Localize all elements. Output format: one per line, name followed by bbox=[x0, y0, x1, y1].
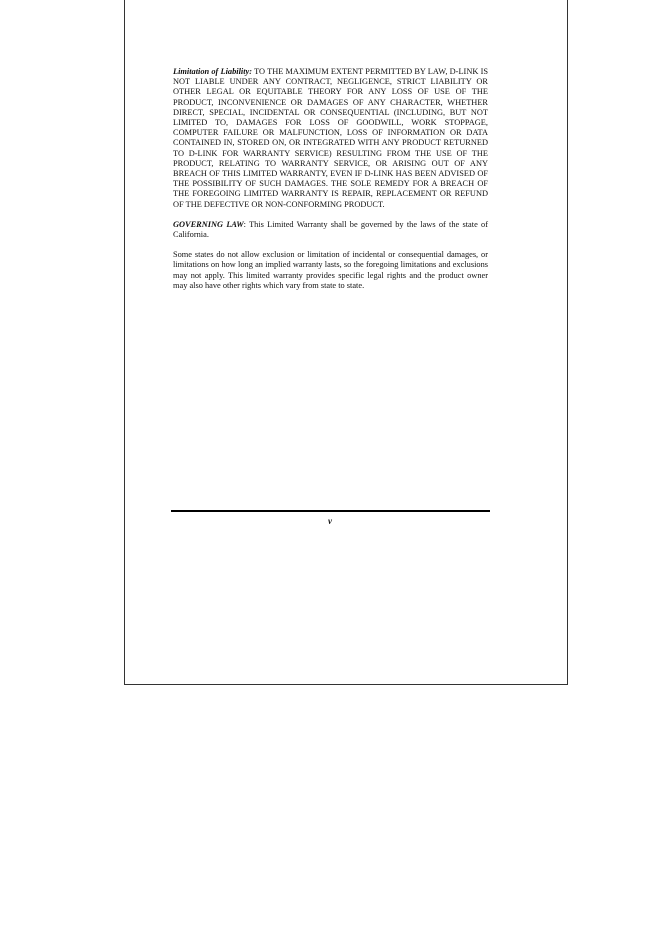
document-body bbox=[173, 67, 488, 291]
footer-rule bbox=[171, 510, 490, 512]
page-number: v bbox=[328, 516, 332, 526]
paragraph-lead: GOVERNING LAW bbox=[173, 219, 244, 229]
paragraph-limitation-of-liability bbox=[173, 67, 488, 210]
paragraph-text: Some states do not allow exclusion or limitation of incidental or consequential damages, or limitations on how long an implied warranty lasts, so the foregoing limitations and exclusions may not apply. This limited warranty provides specific legal rights and the product owner may also have other rights which vary from state to state. bbox=[173, 250, 488, 290]
paragraph-text: : This Limited Warranty shall be governed by the laws of the state of California. bbox=[173, 219, 488, 240]
paragraph-governing-law bbox=[173, 220, 488, 240]
paragraph-text: TO THE MAXIMUM EXTENT PERMITTED BY LAW, D-LINK IS NOT LIABLE UNDER ANY CONTRACT, NEGLIGENCE, STRICT LIABILITY OR OTHER LEGAL OR EQUITABLE THEORY FOR ANY LOSS OF USE OF THE PRODUCT, INCONVENIENCE OR DAMAGES OF ANY CHARACTER, WHETHER DIRECT, SPECIAL, INCIDENTAL OR CONSEQUENTIAL (INCLUDING, BUT NOT LIMITED TO, DAMAGES FOR LOSS OF GOODWILL, WORK STOPPAGE, COMPUTER FAILURE OR MALFUNCTION, LOSS OF INFORMATION OR DATA CONTAINED IN, STORED ON, OR INTEGRATED WITH ANY PRODUCT RETURNED TO D-LINK FOR WARRANTY SERVICE) RESULTING FROM THE USE OF THE PRODUCT, RELATING TO WARRANTY SERVICE, OR ARISING OUT OF ANY BREACH OF THIS LIMITED WARRANTY, EVEN IF D-LINK HAS BEEN ADVISED OF THE POSSIBILITY OF SUCH DAMAGES. THE SOLE REMEDY FOR A BREACH OF THE FOREGOING LIMITED WARRANTY IS REPAIR, REPLACEMENT OR REFUND OF THE DEFECTIVE OR NON-CONFORMING PRODUCT. bbox=[173, 67, 488, 209]
paragraph-lead: Limitation of Liability: bbox=[173, 67, 253, 76]
paragraph-state-rights bbox=[173, 250, 488, 291]
